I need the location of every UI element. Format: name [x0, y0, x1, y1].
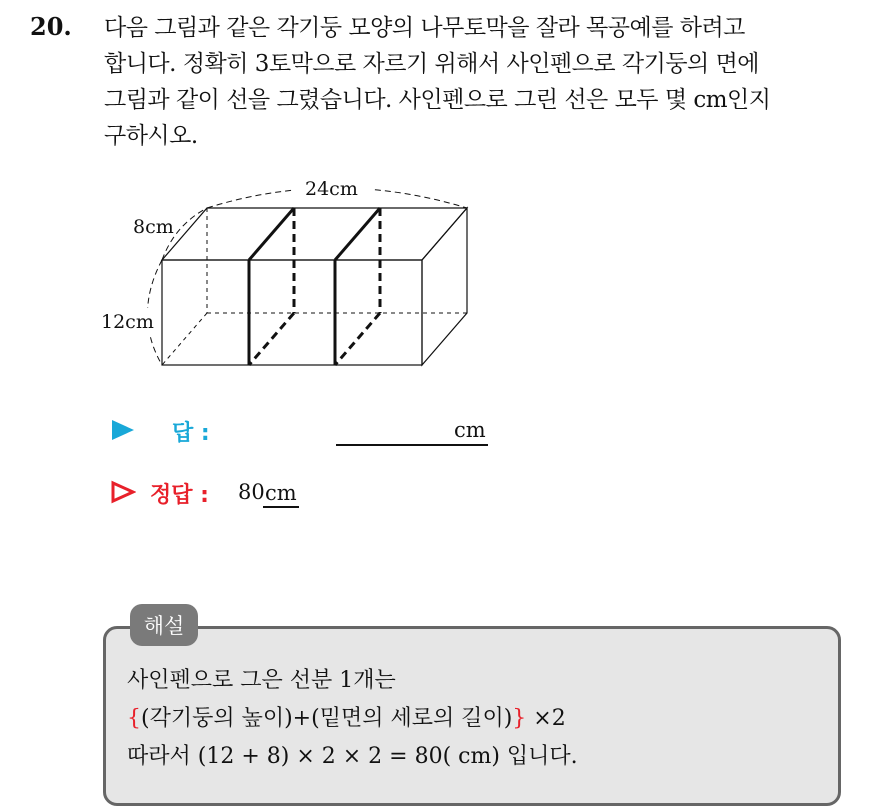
hidden-edges: [162, 208, 467, 365]
height-label: 12cm: [101, 311, 154, 333]
question-line-3: 그림과 같이 선을 그렸습니다. 사인펜으로 그린 선은 모두 몇 cm인지: [104, 87, 771, 113]
explanation-line-1: 사인펜으로 그은 선분 1개는: [127, 668, 396, 693]
answer-row: [110, 412, 530, 452]
answer-triangle-icon: [110, 418, 136, 442]
depth-label: 8cm: [133, 216, 174, 238]
marker-line-1: [249, 208, 294, 365]
length-label: 24cm: [305, 178, 358, 200]
question-number: 20.: [30, 12, 72, 41]
open-brace: {: [127, 706, 141, 731]
answer-label: 답 :: [172, 421, 210, 446]
correct-label: 정답 :: [150, 483, 209, 508]
explanation-tab: 해설: [130, 604, 198, 646]
explanation-line-2-tail: ×2: [533, 706, 566, 731]
correct-value: 80: [238, 480, 265, 504]
correct-triangle-icon: [110, 480, 136, 504]
question-line-2: 합니다. 정확히 3토막으로 자르기 위해서 사인펜으로 각기둥의 면에: [104, 51, 760, 77]
top-face: [162, 208, 467, 260]
correct-unit: cm: [263, 480, 299, 508]
close-brace: }: [512, 706, 527, 731]
correct-answer-row: [110, 474, 510, 514]
question-line-4: 구하시오.: [104, 123, 198, 149]
explanation-line-3: 따라서 (12 + 8) × 2 × 2 = 80( cm) 입니다.: [127, 744, 578, 769]
answer-unit: cm: [454, 418, 486, 442]
prism-figure: [95, 170, 495, 380]
explanation-line-2: [127, 700, 827, 738]
explanation-line-2-body: (각기둥의 높이)+(밑면의 세로의 길이): [141, 706, 513, 731]
explanation-text: [127, 662, 827, 776]
question-line-1: 다음 그림과 같은 각기둥 모양의 나무토막을 잘라 목공예를 하려고: [104, 15, 745, 41]
right-face: [422, 208, 467, 365]
question-text: [104, 10, 874, 154]
marker-line-2: [335, 208, 380, 365]
